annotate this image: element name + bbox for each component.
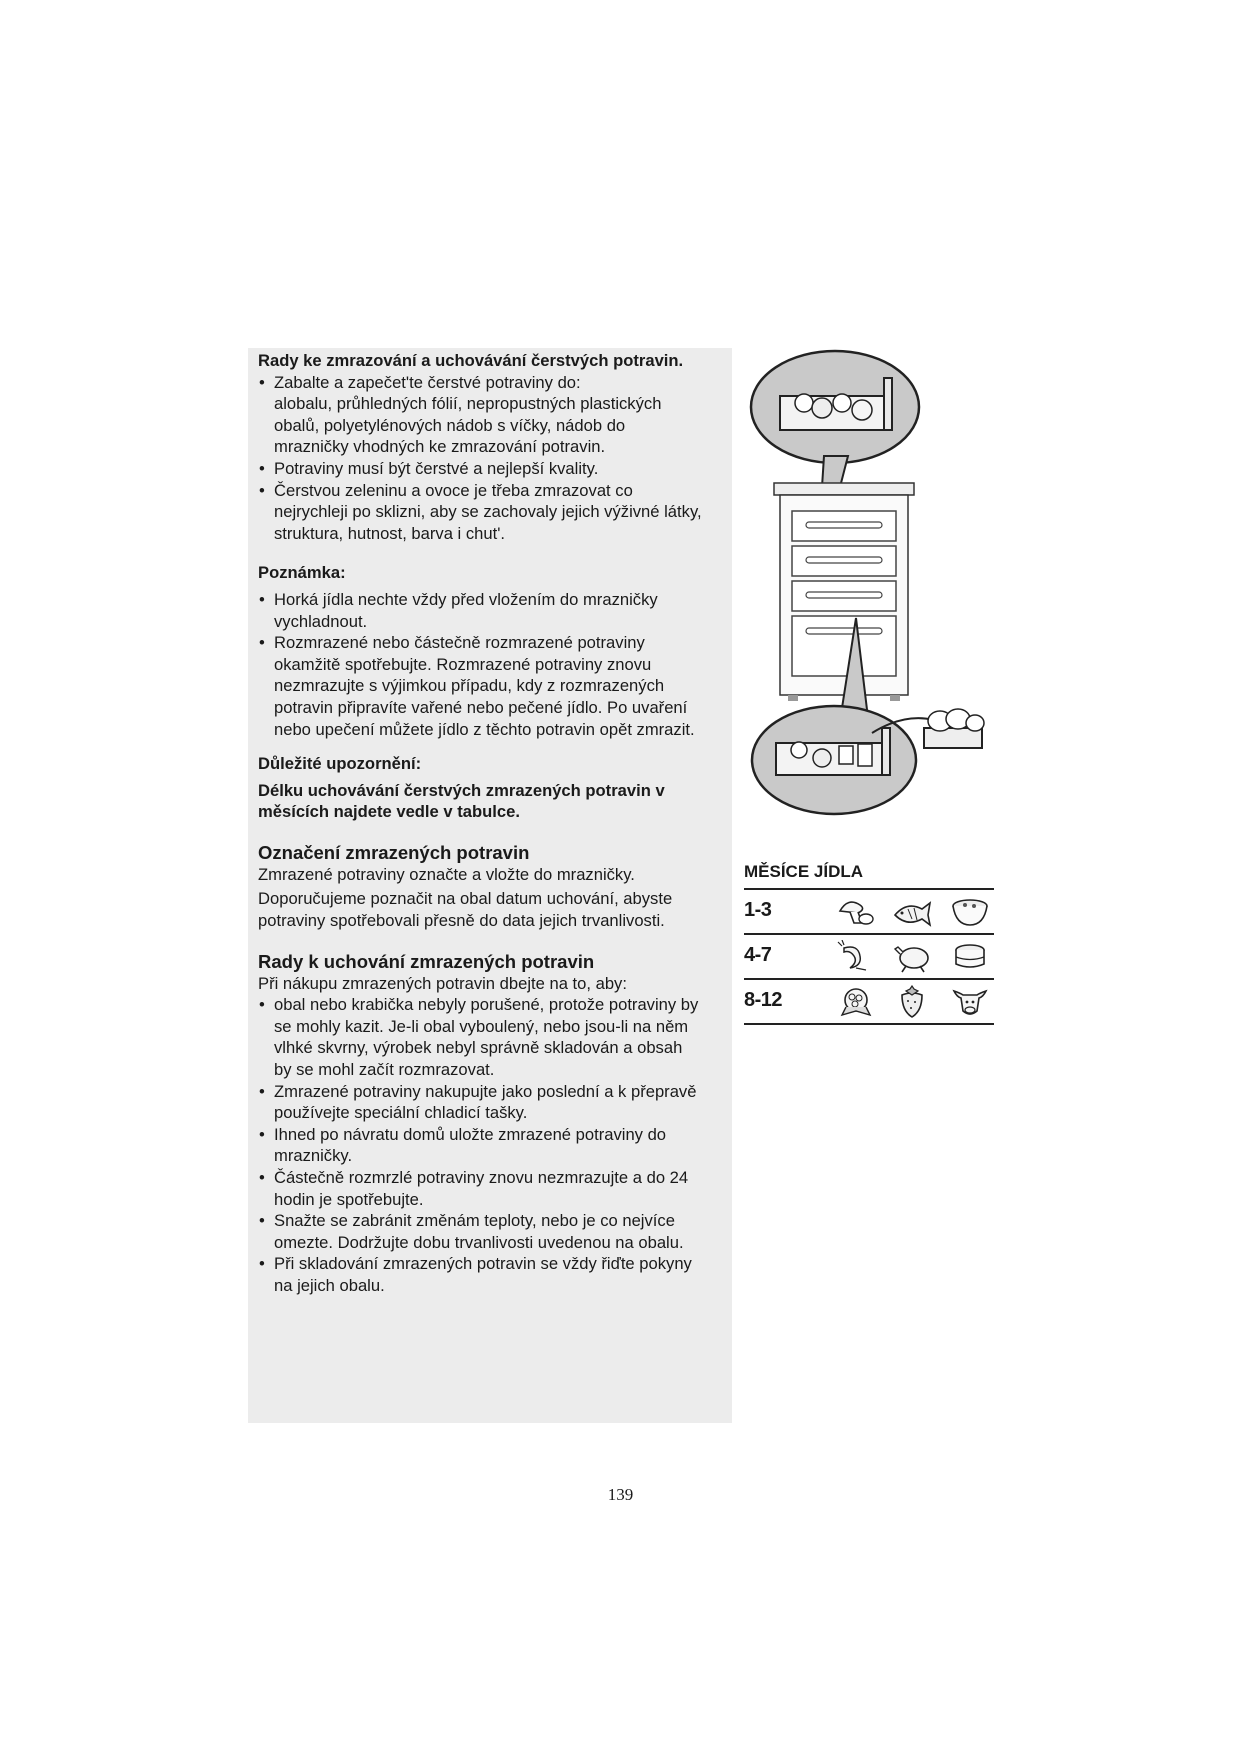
list-item: • Zmrazené potraviny nakupujte jako poslední a k přepravě používejte speciální chladicí tašky. [258,1081,728,1124]
list-item: • Čerstvou zeleninu a ovoce je třeba zmrazovat co nejrychleji po sklizni, aby se zachovaly jejich výživné látky, struktura, hutnost, barva i chut'. [258,480,728,545]
note-title: Poznámka: [258,563,346,583]
line: struktura, hutnost, barva i chut'. [274,523,505,543]
mushroom-icon [836,895,876,929]
page-number: 139 [607,1485,634,1504]
line: nejrychleji po sklizni, aby se zachovaly jejich výživné látky, [274,502,702,522]
list-item: • Při skladování zmrazených potravin se vždy řiďte pokyny na jejich obalu. [258,1253,728,1296]
soup-bowl-icon [950,895,990,929]
section-title-fresh-food: Rady ke zmrazování a uchovávání čerstvých potravin. [258,351,684,370]
labeling-paragraph: potraviny spotřebovali přesně do data jejich trvanlivosti. [258,911,665,931]
table-row [744,888,994,933]
storage-intro: Při nákupu zmrazených potravin dbejte na to, aby: [258,973,627,993]
cake-icon [950,940,990,974]
chicken-icon [892,940,932,974]
months-cell: 8-12 [744,989,783,1011]
list-item: • Ihned po návratu domů uložte zmrazené potraviny do mrazničky. [258,1124,728,1167]
fish-icon [892,895,932,929]
labeling-paragraph: Zmrazené potraviny označte a vložte do mrazničky. [258,864,635,884]
shrimp-icon [836,940,876,974]
line: alobalu, průhledných fólií, nepropustných plastických [274,394,662,414]
labeling-paragraph: Doporučujeme poznačit na obal datum uchování, abyste [258,889,673,909]
fresh-food-list [258,372,728,545]
food-storage-table [744,888,994,1025]
food-table-title: MĚSÍCE JÍDLA [744,862,864,881]
table-row [744,933,994,978]
list-item: • Rozmrazené nebo částečně rozmrazené potraviny okamžitě spotřebujte. Rozmrazené potraviny znovu nezmrazujte s výjimkou případu, kdy z rozmrazených potravin připravíte vařené nebo pečené jídlo. Po uvaření nebo upečení můžete jídlo z těchto potravin opět zmrazit. [258,632,728,740]
freezer-top [774,483,914,495]
list-item: • Snažte se zabránit změnám teploty, nebo je co nejvíce omezte. Dodržujte dobu trvanlivosti uvedenou na obalu. [258,1210,728,1253]
line: mrazničky vhodných ke zmrazování potravin. [274,437,606,457]
list-item: • Horká jídla nechte vždy před vložením do mrazničky vychladnout. [258,589,728,632]
warning-text-line: měsících najdete vedle v tabulce. [258,802,520,822]
strawberry-icon [892,985,932,1019]
list-item: • Potraviny musí být čerstvé a nejlepší kvality. [258,458,728,480]
storage-list [258,994,728,1296]
list-item: • Částečně rozmrzlé potraviny znovu nezmrazujte a do 24 hodin je spotřebujte. [258,1167,728,1210]
months-cell: 1-3 [744,899,772,921]
storage-title: Rady k uchování zmrazených potravin [258,950,595,972]
months-cell: 4-7 [744,944,772,966]
note-list [258,589,728,740]
text-column [258,350,728,1297]
cow-icon [950,985,990,1019]
cauliflower-icon [836,985,876,1019]
list-item: • Zabalte a zapečet'te čerstvé potraviny do: alobalu, průhledných fólií, nepropustných plastických obalů, polyetylénových nádob s víčky, nádob do mrazničky vhodných ke zmrazování potravin. [258,372,728,458]
labeling-title: Označení zmrazených potravin [258,841,530,863]
table-row [744,978,994,1025]
line: obalů, polyetylénových nádob s víčky, nádob do [274,415,626,435]
freezer-illustration [744,348,1004,828]
warning-title: Důležité upozornění: [258,754,422,774]
list-item: • obal nebo krabička nebyly porušené, protože potraviny by se mohly kazit. Je-li obal vyboulený, nebo jsou-li na něm vlhké skvrny, výrobek nebyl správně skladován a obsah by se mohl začít rozmrazovat. [258,994,728,1080]
warning-text-line: Délku uchovávání čerstvých zmrazených potravin v [258,780,665,800]
